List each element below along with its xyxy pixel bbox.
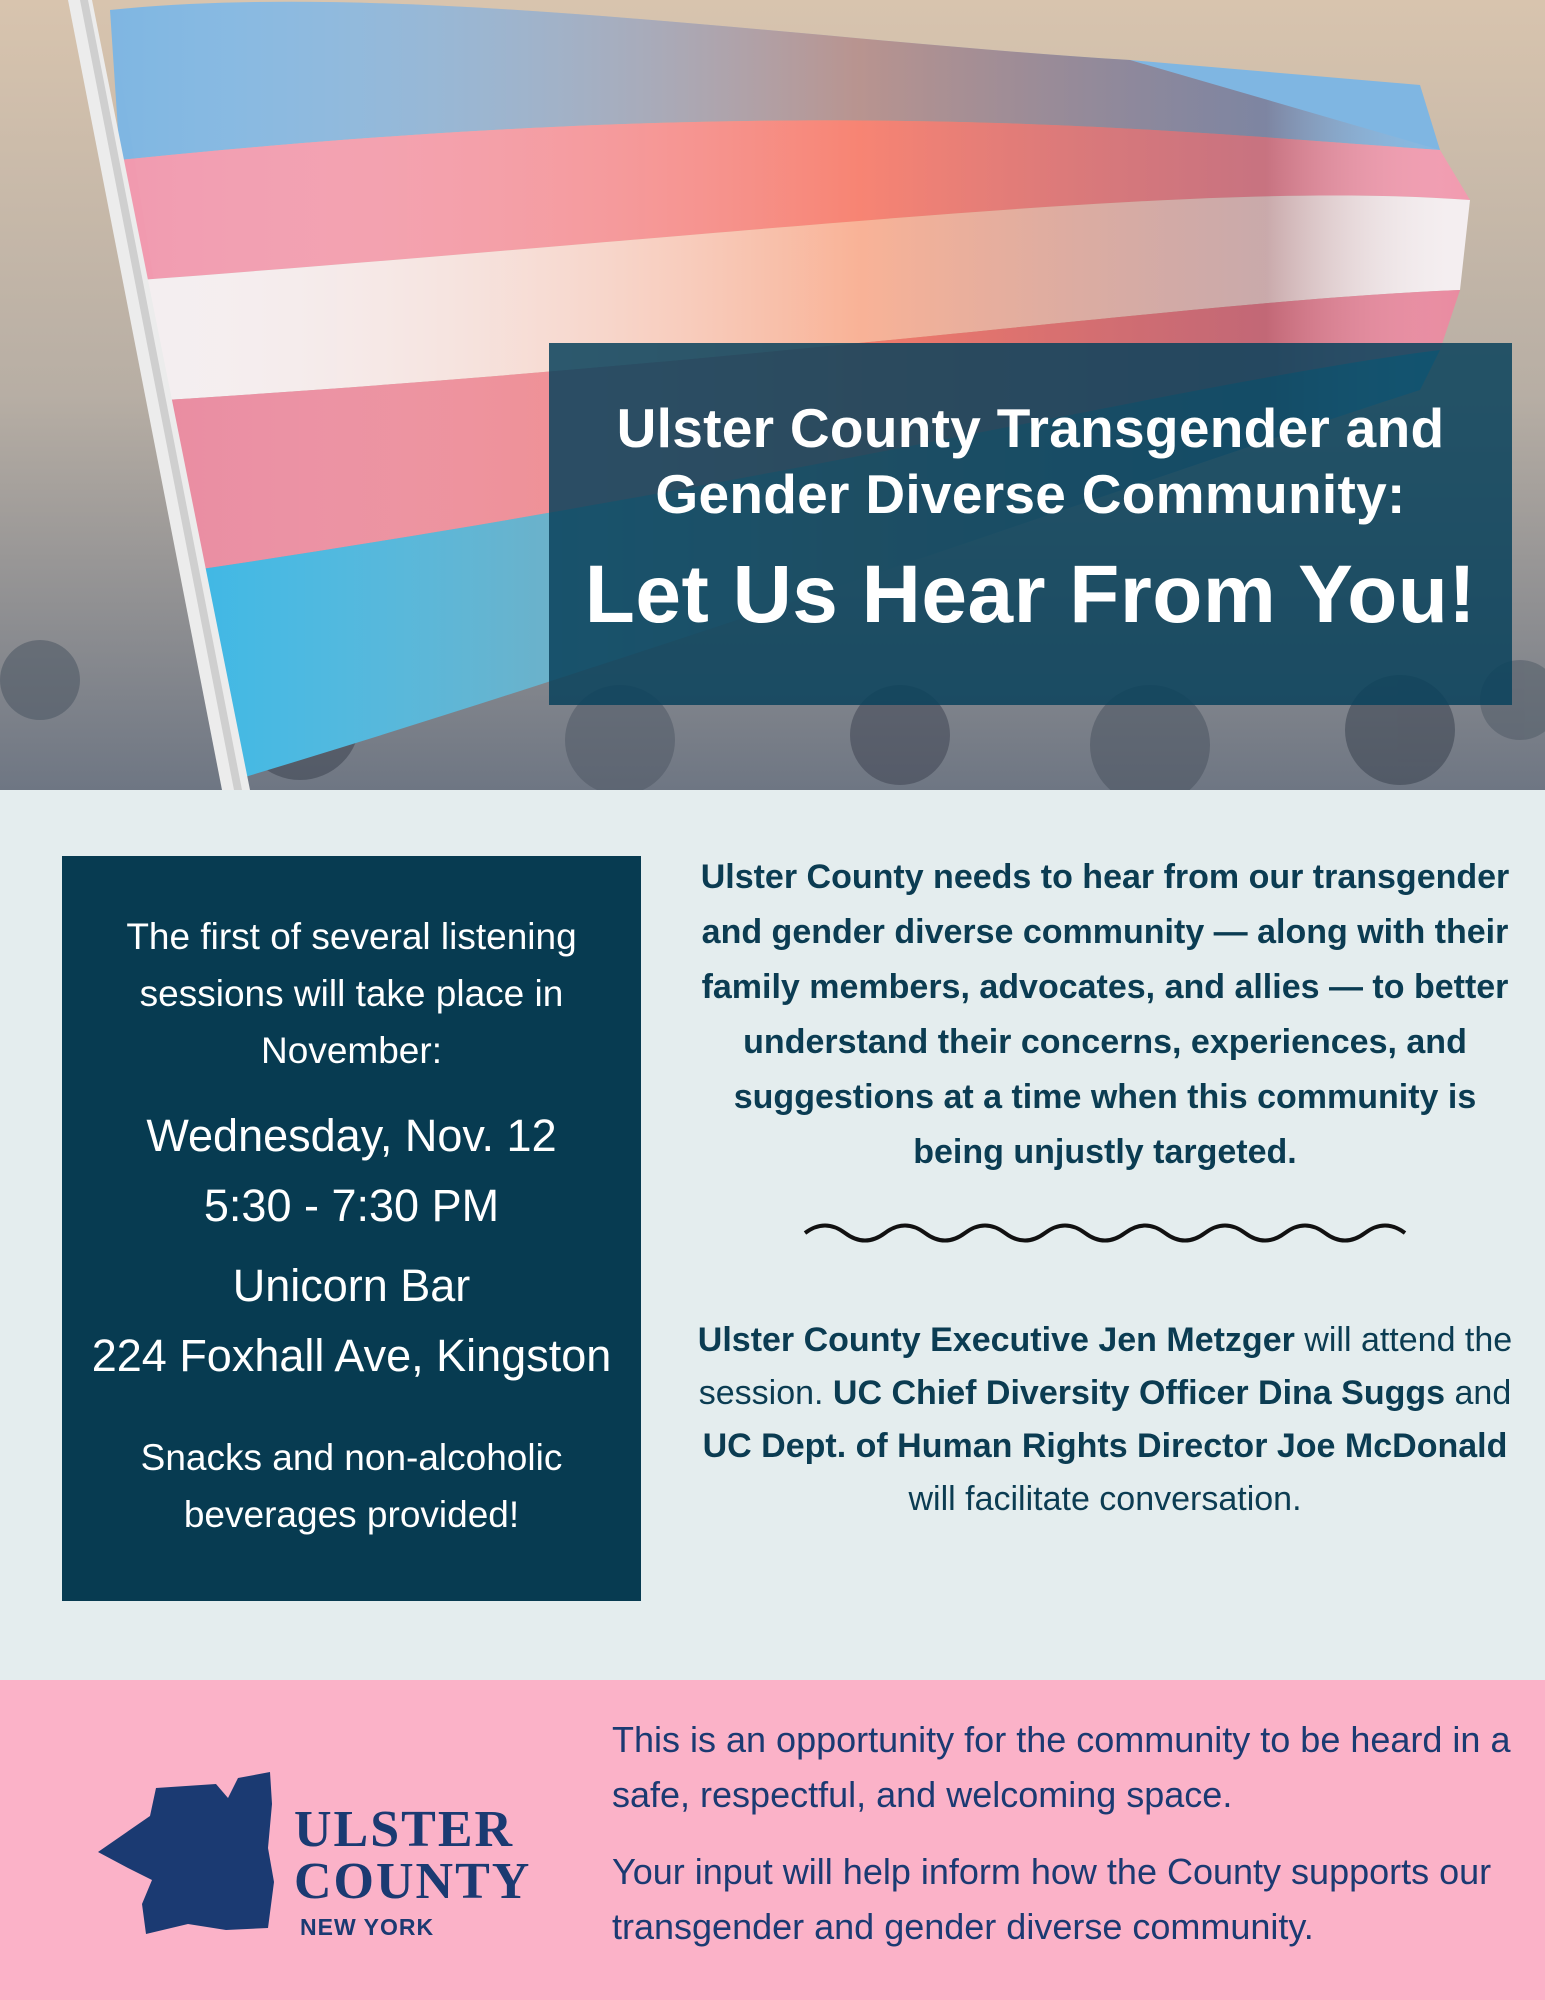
hero-banner: [0, 0, 1545, 790]
attendee-human-rights-director: UC Dept. of Human Rights Director Joe McDonald: [702, 1427, 1508, 1465]
footer-band: [0, 1680, 1545, 2000]
attendee-executive: Ulster County Executive Jen Metzger: [697, 1321, 1295, 1359]
session-date: Wednesday, Nov. 12: [146, 1110, 557, 1161]
session-info-box: [62, 856, 641, 1601]
description-lead: Ulster County needs to hear from our transgender and gender diverse community — along with their family members, advocates, and allies — to better understand their concerns, experiences, and suggestions at a time when this community is being unjustly targeted.: [700, 858, 1510, 1171]
logo-wordmark: [294, 1801, 532, 1941]
hero-title-line-1: Ulster County Transgender and: [616, 397, 1445, 459]
ulster-county-logo: [98, 1764, 532, 1940]
logo-line-2: COUNTY: [294, 1853, 532, 1910]
session-datetime: [62, 1101, 641, 1241]
session-snacks-note: Snacks and non-alcoholic beverages provided!: [140, 1437, 563, 1535]
footer-paragraph-2: Your input will help inform how the County supports our transgender and gender diverse community.: [612, 1851, 1492, 1947]
footer-paragraph-1: This is an opportunity for the community to be heard in a safe, respectful, and welcoming space.: [612, 1719, 1511, 1815]
hero-title-line-2: Gender Diverse Community:: [655, 463, 1406, 525]
session-time: 5:30 - 7:30 PM: [203, 1180, 500, 1231]
session-venue: Unicorn Bar: [232, 1260, 471, 1311]
ulster-county-map-icon: [98, 1764, 278, 1934]
attendees-facilitate-suffix: will facilitate conversation.: [908, 1480, 1302, 1518]
session-intro: The first of several listening sessions will take place in November:: [126, 916, 577, 1071]
attendees-paragraph: [690, 1314, 1520, 1526]
logo-subtitle: NEW YORK: [300, 1914, 435, 1940]
hero-title-box: [549, 343, 1512, 705]
details-section: [0, 790, 1545, 1680]
attendee-diversity-officer: UC Chief Diversity Officer Dina Suggs: [832, 1374, 1446, 1412]
logo-line-1: ULSTER: [294, 1801, 515, 1858]
session-location: [62, 1251, 641, 1391]
footer-message: [612, 1712, 1517, 1976]
attendees-and-word: and: [1445, 1374, 1512, 1412]
wavy-divider-icon: [800, 1218, 1410, 1248]
attendee-executive-suffix: will attend the session.: [698, 1321, 1513, 1412]
description-column: [690, 850, 1520, 1526]
session-address: 224 Foxhall Ave, Kingston: [91, 1330, 612, 1381]
hero-headline: Let Us Hear From You!: [584, 549, 1477, 640]
